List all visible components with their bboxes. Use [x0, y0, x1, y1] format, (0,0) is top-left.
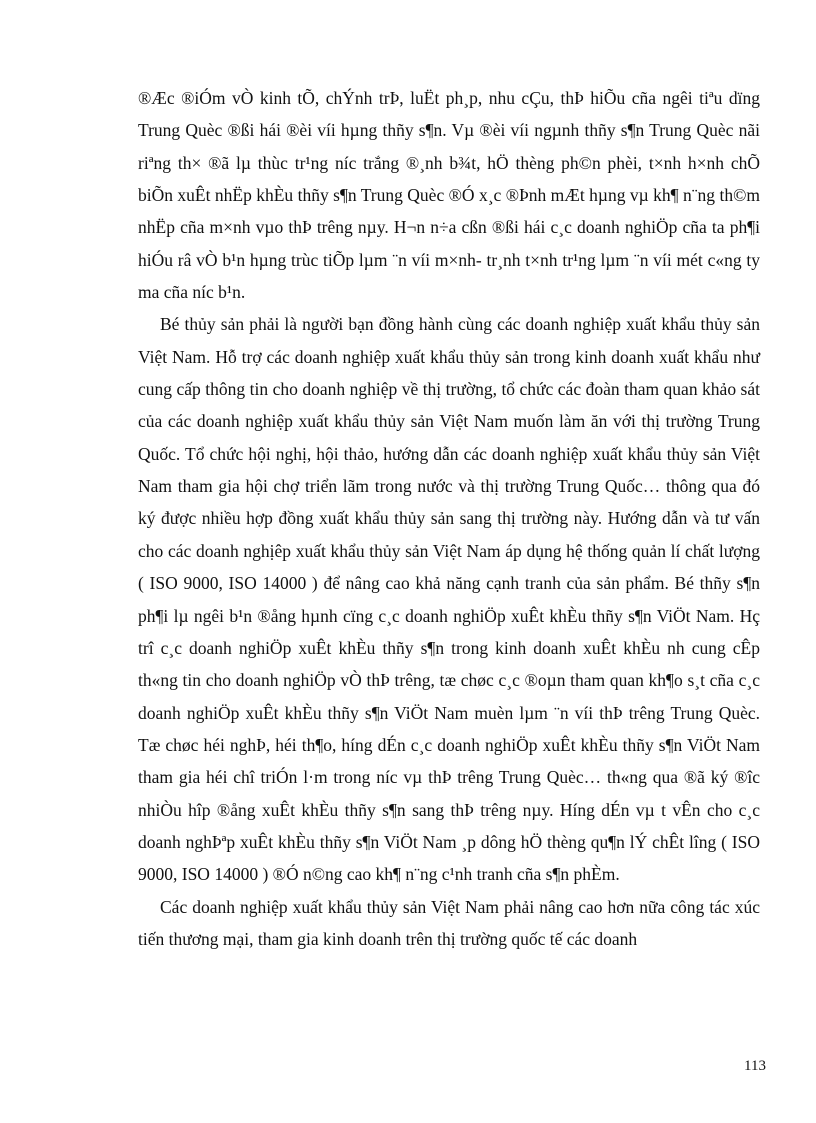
paragraph-3: Các doanh nghiệp xuất khẩu thủy sản Việt Nam phải nâng cao hơn nữa công tác xúc tiến thương mại, tham gia kinh doanh trên thị trường quốc tế các doanh	[138, 896, 760, 949]
page-number: 113	[744, 1058, 766, 1074]
paragraph-1: ®Æc ®iÓm vÒ kinh tÕ, chÝnh trÞ, luËt ph¸p, nhu cÇu, thÞ hiÕu cña ngêi tiªu dïng Trung Quèc ®ßi hái ®èi víi hµng thñy s¶n. Vµ ®èi víi ngµnh thñy s¶n Trung Quèc nãi riªng th× ®ã lµ thùc tr¹ng níc trắng ®¸nh b¾t, hÖ thèng ph©n phèi, t×nh h×nh chÕ biÕn xuÊt nhËp khÈu thñy s¶n Trung Quèc ®Ó x¸c ®Þnh mÆt hµng vµ kh¶ n¨ng th©m nhËp cña m×nh vµo thÞ trêng nµy. H¬n n÷a cßn ®ßi hái c¸c doanh nghiÖp cña ta ph¶i hiÓu râ vÒ b¹n hµng trùc tiÕp lµm ¨n víi m×nh- tr¸nh t×nh tr¹ng lµm ¨n víi mét c«ng ty ma cña níc b¹n.	[138, 88, 760, 303]
page-body	[138, 82, 760, 955]
paragraph-2: Bé thủy sản phải là người bạn đồng hành cùng các doanh nghiệp xuất khẩu thủy sản Việt Nam. Hỗ trợ các doanh nghiệp xuất khẩu thủy sản trong kinh doanh xuất khẩu như cung cấp thông tin cho doanh nghiệp về thị trường, tổ chức các đoàn tham quan khảo sát của các doanh nghiệp xuất khẩu thủy sản Việt Nam muốn làm ăn với thị trường Trung Quốc. Tổ chức hội nghị, hội thảo, hướng dẫn các doanh nghiệp xuất khẩu thủy sản Việt Nam tham gia hội chợ triển lãm trong nước và thị trường Trung Quốc… thông qua đó ký được nhiều hợp đồng xuất khẩu thủy sản sang thị trường này. Hướng dẫn và tư vấn cho các doanh nghịêp xuất khẩu thủy sản Việt Nam áp dụng hệ thống quản lí chất lượng ( ISO 9000, ISO 14000 ) để nâng cao khả năng cạnh tranh của sản phẩm. Bé thñy s¶n ph¶i lµ ngêi b¹n ®ång hµnh cïng c¸c doanh nghiÖp xuÊt khÈu thñy s¶n ViÖt Nam. Hç trî c¸c doanh nghiÖp xuÊt khÈu thñy s¶n trong kinh doanh xuÊt khÈu nh cung cÊp th«ng tin cho doanh nghiÖp vÒ thÞ trêng, tæ chøc c¸c ®oµn tham quan kh¶o s¸t cña c¸c doanh nghiÖp xuÊt khÈu thñy s¶n ViÖt Nam muèn lµm ¨n víi thÞ trêng Trung Quèc. Tæ chøc héi nghÞ, héi th¶o, híng dÉn c¸c doanh nghiÖp xuÊt khÈu thñy s¶n ViÖt Nam tham gia héi chî triÓn l·m trong níc vµ thÞ trêng Trung Quèc… th«ng qua ®ã ký ®îc nhiÒu hîp ®ång xuÊt khÈu thñy s¶n sang thÞ trêng nµy. Híng dÉn vµ t vÊn cho c¸c doanh nghÞªp xuÊt khÈu thñy s¶n ViÖt Nam ¸p dông hÖ thèng qu¶n lÝ chÊt lîng ( ISO 9000, ISO 14000 ) ®Ó n©ng cao kh¶ n¨ng c¹nh tranh cña s¶n phÈm.	[138, 314, 760, 885]
